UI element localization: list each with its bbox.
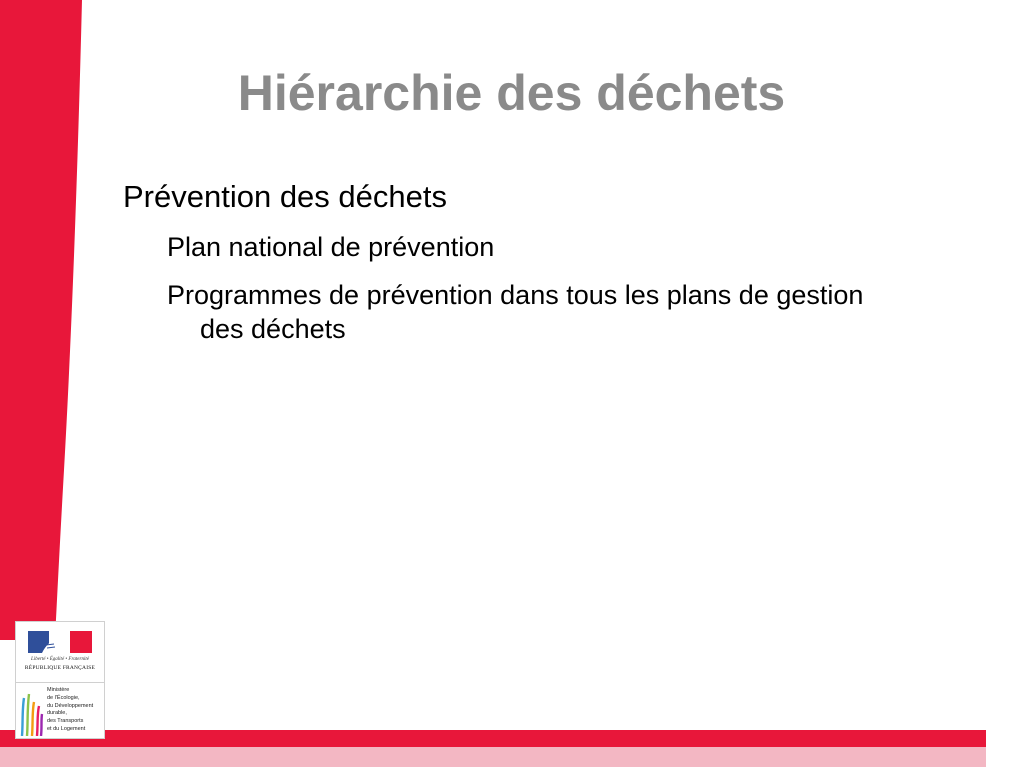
slide-title: Hiérarchie des déchets (237, 65, 786, 121)
republic-logo (16, 622, 104, 683)
ministry-logo (15, 621, 105, 739)
bullet-level2: Programmes de prévention dans tous les plans de gestion des déchets (167, 279, 864, 344)
slide-body (123, 178, 903, 360)
ministry-line: Ministère (47, 687, 70, 693)
ministry-name (47, 687, 103, 734)
bottom-red-bar (0, 730, 986, 747)
ministry-bars-icon (20, 688, 44, 736)
republic-motto: Liberté • Égalité • Fraternité (31, 657, 89, 662)
ministry-line: de l'Écologie, (47, 694, 80, 701)
ministry-line: du Développement (47, 702, 94, 709)
ministry-line: durable, (47, 710, 67, 717)
ministry-line: et du Logement (47, 725, 86, 732)
bullet-level2: Plan national de prévention (167, 232, 495, 263)
bullet-level1: Prévention des déchets (123, 179, 447, 214)
republic-name: RÉPUBLIQUE FRANÇAISE (24, 665, 96, 671)
ministry-line: des Transports (47, 718, 84, 725)
marianne-icon (28, 631, 92, 655)
bottom-pink-bar (0, 747, 986, 767)
ministry-block (16, 683, 104, 738)
